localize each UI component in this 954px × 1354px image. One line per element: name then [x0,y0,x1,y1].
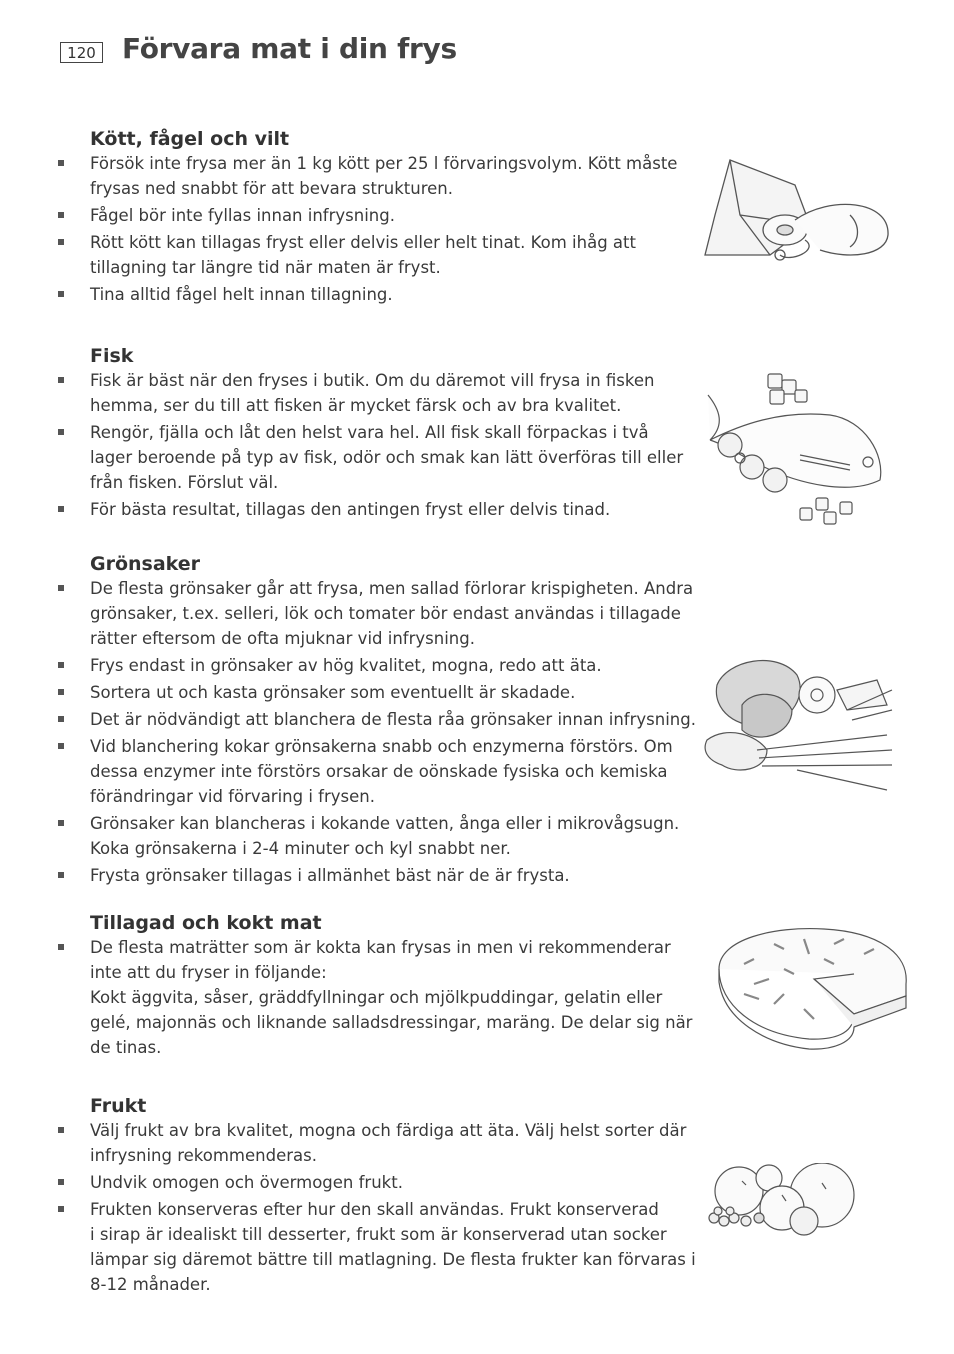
square-bullet-icon [58,160,64,166]
list-item-text: Koka grönsakerna i 2-4 minuter och kyl snabbt ner. [90,839,511,858]
list-item [57,230,697,280]
list-item-text: i sirap är idealiskt till desserter, frukt som är konserverad utan socker [90,1225,667,1244]
square-bullet-icon [58,872,64,878]
square-bullet-icon [58,291,64,297]
list-item-text: Rengör, fjälla och låt den helst vara hel. All fisk skall förpackas i två [90,423,649,442]
page-title: Förvara mat i din frys [122,32,457,65]
list-item-text: grönsaker, t.ex. selleri, lök och tomater bör endast användas i tillagade [90,604,681,623]
square-bullet-icon [58,506,64,512]
list-item [57,497,697,522]
fish-illustration [700,370,890,530]
list-item-text: de tinas. [90,1038,162,1057]
list-item [57,420,697,495]
list-item-text: Kokt äggvita, såser, gräddfyllningar och mjölkpuddingar, gelatin eller [90,988,663,1007]
list-item-text: För bästa resultat, tillagas den antingen fryst eller delvis tinad. [90,500,611,519]
bullet-list [57,368,697,522]
section-heading: Kött, fågel och vilt [90,128,290,150]
list-item [57,935,697,1060]
square-bullet-icon [58,820,64,826]
section-vegetables [57,552,697,890]
list-item-text: De flesta grönsaker går att frysa, men sallad förlorar krispigheten. Andra [90,579,694,598]
bullet-list [57,576,697,888]
bullet-list [57,151,697,307]
list-item-text: Försök inte frysa mer än 1 kg kött per 25 l förvaringsvolym. Kött måste [90,154,678,173]
square-bullet-icon [58,585,64,591]
list-item-text: Sortera ut och kasta grönsaker som eventuellt är skadade. [90,683,576,702]
list-item-text: hemma, ser du till att fisken är mycket färsk och av bra kvalitet. [90,396,622,415]
list-item-text: lager beroende på typ av fisk, odör och smak kan lätt överföras till eller [90,448,684,467]
page-number: 120 [60,42,103,63]
section-fish [57,344,697,524]
list-item-text: Tina alltid fågel helt innan tillagning. [90,285,393,304]
list-item [57,1118,697,1168]
bullet-list [57,1118,697,1297]
list-item-text: tillagning tar längre tid när maten är fryst. [90,258,441,277]
list-item-text: 8-12 månader. [90,1275,211,1294]
list-item-text: Välj frukt av bra kvalitet, mogna och färdiga att äta. Välj helst sorter där [90,1121,687,1140]
section-heading: Tillagad och kokt mat [90,912,322,934]
section-fruit [57,1094,697,1299]
section-meat [57,127,697,309]
list-item-text: Det är nödvändigt att blanchera de flesta råa grönsaker innan infrysning. [90,710,696,729]
list-item-text: Grönsaker kan blancheras i kokande vatten, ånga eller i mikrovågsugn. [90,814,680,833]
section-heading: Frukt [90,1095,147,1117]
list-item-text: gelé, majonnäs och liknande salladsdressingar, maräng. De delar sig när [90,1013,693,1032]
list-item [57,863,697,888]
list-item [57,680,697,705]
list-item-text: lämpar sig däremot bättre till matlagning. De flesta frukter kan förvaras i [90,1250,696,1269]
section-heading: Grönsaker [90,553,201,575]
square-bullet-icon [58,1179,64,1185]
list-item [57,1170,697,1195]
square-bullet-icon [58,662,64,668]
list-item-text: Fisk är bäst när den fryses i butik. Om du däremot vill frysa in fisken [90,371,655,390]
list-item-text: rätter eftersom de ofta mjuknar vid infrysning. [90,629,475,648]
list-item-text: Frysta grönsaker tillagas i allmänhet bäst när de är frysta. [90,866,570,885]
bullet-list [57,935,697,1060]
list-item-text: från fisken. Förslut väl. [90,473,279,492]
list-item [57,151,697,201]
square-bullet-icon [58,716,64,722]
vegetables-illustration [697,650,897,800]
list-item-text: frysas ned snabbt för att bevara strukturen. [90,179,453,198]
square-bullet-icon [58,1206,64,1212]
square-bullet-icon [58,689,64,695]
pie-illustration [714,924,914,1054]
list-item-text: Frukten konserveras efter hur den skall användas. Frukt konserverad [90,1200,659,1219]
list-item [57,576,697,651]
list-item-text: förändringar vid förvaring i frysen. [90,787,375,806]
square-bullet-icon [58,212,64,218]
list-item [57,707,697,732]
section-heading: Fisk [90,345,134,367]
list-item-text: dessa enzymer inte förstörs orsakar de oönskade fysiska och kemiska [90,762,668,781]
list-item [57,1197,697,1297]
list-item [57,653,697,678]
list-item [57,368,697,418]
list-item-text: De flesta maträtter som är kokta kan frysas in men vi rekommenderar [90,938,671,957]
section-cooked-food [57,911,697,1062]
list-item [57,282,697,307]
square-bullet-icon [58,944,64,950]
list-item-text: Frys endast in grönsaker av hög kvalitet, mogna, redo att äta. [90,656,602,675]
square-bullet-icon [58,377,64,383]
list-item-text: Fågel bör inte fyllas innan infrysning. [90,206,395,225]
square-bullet-icon [58,743,64,749]
square-bullet-icon [58,429,64,435]
square-bullet-icon [58,239,64,245]
list-item-text: infrysning rekommenderas. [90,1146,317,1165]
list-item [57,734,697,809]
meat-poultry-illustration [700,155,895,265]
list-item-text: inte att du fryser in följande: [90,963,327,982]
square-bullet-icon [58,1127,64,1133]
list-item-text: Vid blanchering kokar grönsakerna snabb och enzymerna förstörs. Om [90,737,673,756]
fruit-illustration [704,1163,866,1238]
list-item-text: Undvik omogen och övermogen frukt. [90,1173,403,1192]
list-item [57,203,697,228]
list-item [57,811,697,861]
list-item-text: Rött kött kan tillagas fryst eller delvis eller helt tinat. Kom ihåg att [90,233,636,252]
